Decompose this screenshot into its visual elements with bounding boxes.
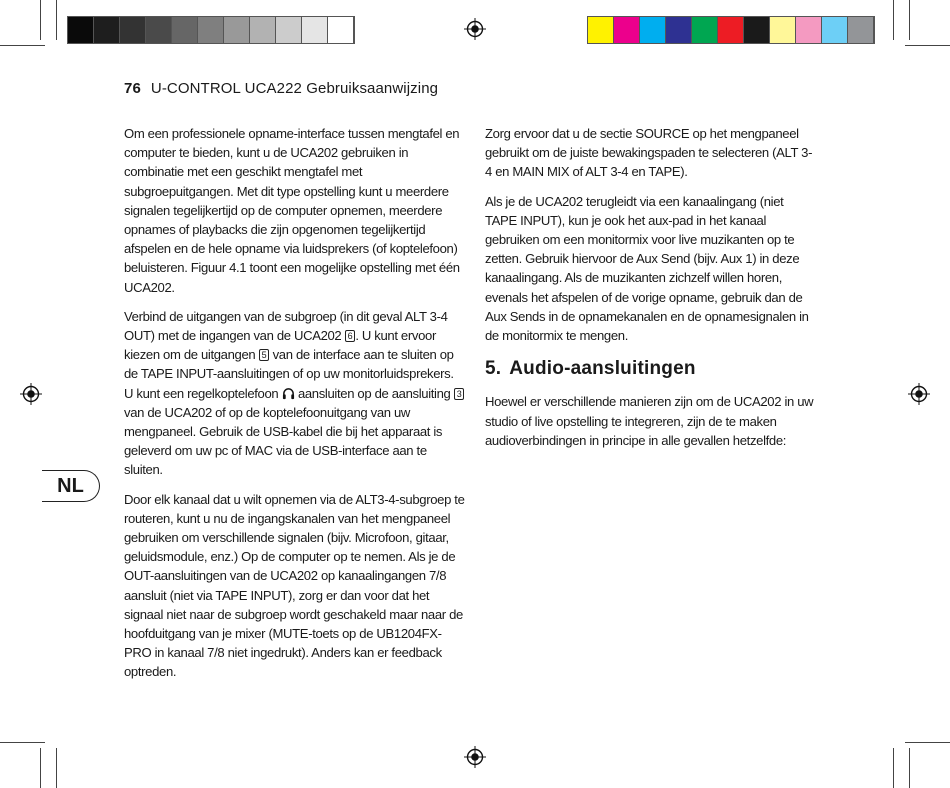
crop-mark [905, 742, 950, 743]
page-header [124, 80, 438, 97]
color-swatch [666, 17, 692, 43]
paragraph: Hoewel er verschillende manieren zijn om de UCA202 in uw studio of live opstelling te integreren, zijn de te maken audioverbindingen in principe in alle gevallen hetzelfde: [485, 394, 814, 448]
color-swatch [276, 17, 302, 43]
grayscale-color-bar [67, 16, 355, 44]
language-tab: NL [42, 470, 100, 502]
paragraph: Als je de UCA202 terugleidt via een kanaalingang (niet TAPE INPUT), kun je ook het aux-pad in het kanaal gebruiken om een monitormix voor live muzikanten op te zetten. Gebruik hiervoor de Aux Send (bijv. Aux 1) in deze kanaalingang. Als de muzikanten zichzelf willen horen, evenals het afspelen of de vorige opname, gebruik dan de Aux Sends in de opnamekanalen en de opnamesignalen in de monitormix te mengen. [485, 193, 809, 344]
color-swatch [796, 17, 822, 43]
color-swatch [328, 17, 354, 43]
color-swatch [614, 17, 640, 43]
paragraph: Om een professionele opname-interface tussen mengtafel en computer te bieden, kunt u de UCA202 gebruiken in combinatie met een geschikt mengtafel met subgroepuitgangen. Met dit type opstelling kunt u meerdere signalen tegelijkertijd op de computer opnemen, meerdere opnames of playbacks die zijn opgenomen tegelijkertijd afspelen en de hele opname via luidsprekers (of koptelefoon) beluisteren. Figuur 4.1 toont een mogelijke opstelling met één UCA202. [124, 126, 460, 295]
crop-mark [40, 0, 41, 40]
right-column [485, 124, 815, 460]
color-swatch [224, 17, 250, 43]
section-heading [485, 359, 815, 378]
color-swatch [250, 17, 276, 43]
section-title: Audio-aansluitingen [509, 358, 696, 380]
left-column [124, 124, 466, 692]
page-number: 76 [124, 80, 141, 97]
registration-mark-icon [908, 383, 930, 405]
crop-mark [909, 0, 910, 40]
connector-number-badge: 3 [454, 388, 465, 400]
color-swatch [848, 17, 874, 43]
color-swatch [68, 17, 94, 43]
color-swatch [744, 17, 770, 43]
color-swatch [172, 17, 198, 43]
connector-number-badge: 6 [345, 330, 356, 342]
section-number: 5. [485, 358, 502, 380]
crop-mark [56, 748, 57, 788]
registration-mark-icon [20, 383, 42, 405]
color-swatch [146, 17, 172, 43]
paragraph: Door elk kanaal dat u wilt opnemen via de ALT3-4-subgroep te routeren, kunt u nu de ingangskanalen van het mengpaneel gebruiken om verschillende signalen (bijv. Microfoon, gitaar, geluidsmodule, enz.) Op de computer op te nemen. Als je de OUT-aansluitingen van de UCA202 op kanaalingangen 7/8 aansluit (niet via TAPE INPUT), zorg er dan voor dat het signaal niet naar de subgroep wordt geschakeld maar naar de hoofduitgang van je mixer (MUTE-toets op de UB1204FX-PRO in kanaal 7/8 niet ingedrukt). Anders kan er feedback optreden. [124, 491, 465, 680]
paragraph: Zorg ervoor dat u de sectie SOURCE op het mengpaneel gebruikt om de juiste bewakingspaden te selecteren (ALT 3-4 en MAIN MIX of ALT 3-4 en TAPE). [485, 126, 813, 180]
paragraph: Verbind de uitgangen van de subgroep (in dit geval ALT 3-4 OUT) met de ingangen van de UCA202 6 . U kunt ervoor kiezen om de uitgangen 5 van de interface aan te sluiten op de TAPE INPUT-aansluitingen of op uw monitorluidsprekers. U kunt een regelkoptelefoon aansluiten op de aansluiting 3 van de UCA202 of op de koptelefoonuitgang van uw mengpaneel. Gebruik de USB-kabel die bij het apparaat is geleverd om uw pc of MAC via de USB-interface aan te sluiten. [124, 307, 466, 480]
color-swatch [94, 17, 120, 43]
crop-mark [0, 742, 45, 743]
color-swatch [718, 17, 744, 43]
crop-mark [893, 748, 894, 788]
crop-mark [909, 748, 910, 788]
color-swatch [302, 17, 328, 43]
registration-mark-icon [464, 746, 486, 768]
color-swatch [692, 17, 718, 43]
crop-mark [0, 45, 45, 46]
headphones-icon [282, 387, 295, 400]
color-swatch [198, 17, 224, 43]
color-swatch [822, 17, 848, 43]
crop-mark [56, 0, 57, 40]
color-swatch [640, 17, 666, 43]
color-swatch [588, 17, 614, 43]
crop-mark [40, 748, 41, 788]
registration-mark-icon [464, 18, 486, 40]
page-title: U-CONTROL UCA222 Gebruiksaanwijzing [150, 80, 439, 97]
process-color-bar [587, 16, 875, 44]
crop-mark [905, 45, 950, 46]
crop-mark [893, 0, 894, 40]
color-swatch [120, 17, 146, 43]
connector-number-badge: 5 [259, 349, 270, 361]
color-swatch [770, 17, 796, 43]
